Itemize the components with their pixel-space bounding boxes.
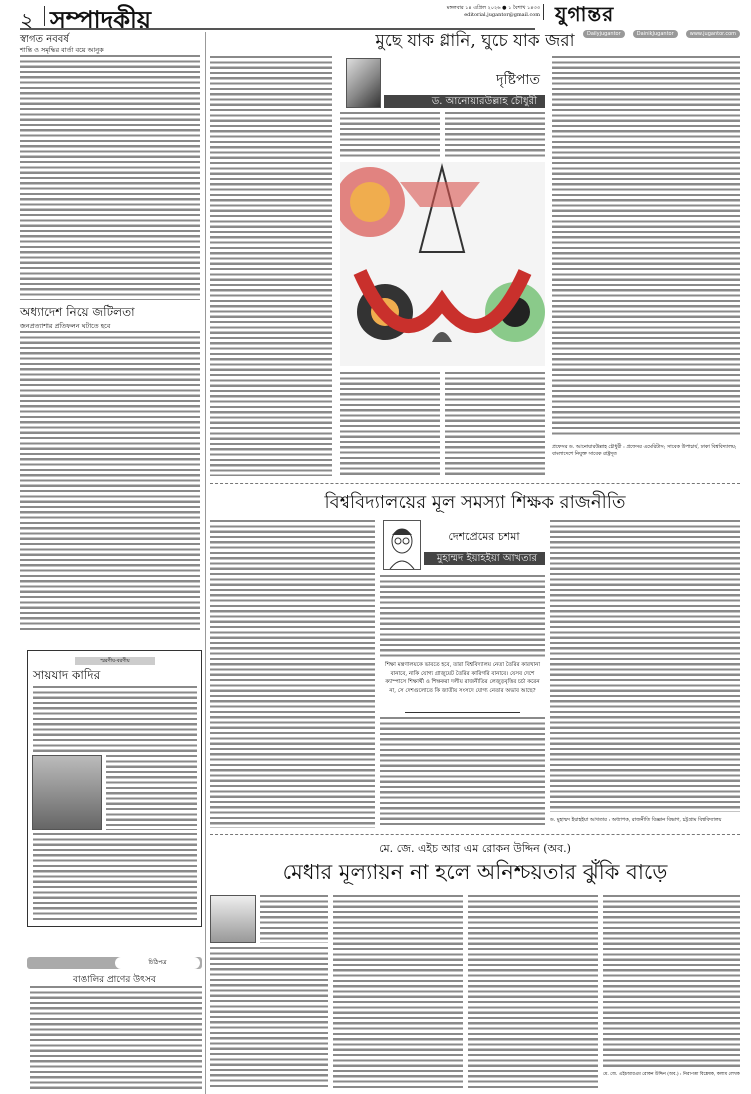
article2-pull-quote: শিক্ষা মন্ত্রণালয়কে ভাবতে হবে, তারা বিশ্ববিদ্যালয় নেতা তৈরির কারখানা বানাবে, নাকি যোগ্য গ্রাজুয়েট তৈরির কারিগরি বানাবে। যেসব দেশে ক্যাম্পাসে শিক্ষার্থী ও শিক্ষকরা দলীয় রাজনীতির লেজুড়বৃত্তির চর্চা করেন না, সে দেশগুলোতে কি জাতীয় সংসদে যোগ্য নেতার অভাব আছে? xyxy=(385,662,540,694)
twitter-link[interactable]: Dailyjugantor xyxy=(583,30,625,38)
section-divider-2 xyxy=(210,834,740,835)
article2-col2-lower xyxy=(380,717,545,828)
editorial1-subtitle: শান্তি ও সমৃদ্ধির বার্তা বয়ে আনুক xyxy=(20,46,104,54)
pull-quote-rule xyxy=(405,712,520,713)
logo: যুগান্তর xyxy=(555,2,615,26)
editorial2-title: অধ্যাদেশ নিয়ে জটিলতা xyxy=(20,305,135,319)
smaran-body-3 xyxy=(33,833,197,921)
smaran-body-2 xyxy=(106,755,197,830)
header-divider xyxy=(44,6,45,26)
letters-body xyxy=(30,986,202,1090)
article1-col1 xyxy=(210,56,332,476)
article3-author-note: মে. জে. এইচআরএম রোকন উদ্দিন (অব.) : নিরাপত্তা বিশ্লেষক, কলাম লেখক xyxy=(603,1072,740,1077)
article1-col2-lower xyxy=(340,372,440,476)
article1-col3-lower xyxy=(445,372,545,476)
article3-col1 xyxy=(260,895,328,943)
article3-col3 xyxy=(468,895,598,1090)
article2-author-note: ড. মুহাম্মদ ইয়াহইয়া আখতার : অধ্যাপক, রাজনীতি বিজ্ঞান বিভাগ, চট্টগ্রাম বিশ্ববিদ্যালয় xyxy=(550,817,722,823)
letters-label: চিঠিপত্র xyxy=(115,957,200,969)
editorial2-subtitle: জনপ্রত্যাশার প্রতিফলন ঘটাতে হবে xyxy=(20,322,111,330)
editorial1-title: স্বাগত নববর্ষ xyxy=(20,34,69,45)
article2-column-name: দেশপ্রেমের চশমা xyxy=(448,530,520,543)
facebook-link[interactable]: DainikJugantor xyxy=(633,30,678,38)
column-divider xyxy=(205,32,206,1094)
article2-col1 xyxy=(210,520,375,828)
article1-author: ড. আনোয়ারউল্লাহ চৌধুরী xyxy=(384,95,545,108)
article1-author-note: প্রফেসর ড. আনোয়ারউল্লাহ চৌধুরী : প্রফেসর এমেরিটাস; সাবেক উপাচার্য, ঢাকা বিশ্ববিদ্যালয়; বাংলাদেশে নিযুক্ত সাবেক রাষ্ট্রদূত xyxy=(552,444,737,457)
article2-col2 xyxy=(380,575,545,657)
cartoon-author-icon xyxy=(383,520,421,570)
logo-divider xyxy=(543,4,544,20)
smaran-label: স্মরণীয়-বরণীয় xyxy=(75,657,155,665)
article1-col4 xyxy=(552,56,740,436)
article1-column-name: দৃষ্টিপাত xyxy=(496,72,540,88)
article1-col2 xyxy=(340,112,440,158)
article3-col2 xyxy=(333,895,463,1090)
email[interactable]: editorial.jugantor@gmail.com xyxy=(464,12,540,18)
article3-headline: মেধার মূল্যায়ন না হলে অনিশ্চয়তার ঝুঁকি বাড়ে xyxy=(282,860,668,884)
editorial2-body xyxy=(20,331,200,631)
article1-headline: মুছে যাক গ্লানি, ঘুচে যাক জরা xyxy=(375,31,575,51)
article1-col3 xyxy=(445,112,545,158)
article2-author: মুহাম্মদ ইয়াহইয়া আখতার xyxy=(424,552,545,565)
website-link[interactable]: www.jugantor.com xyxy=(686,30,740,38)
section-title: সম্পাদকীয় xyxy=(50,5,152,34)
smaran-name: সায়যাদ কাদির xyxy=(33,668,101,682)
editorial1-body xyxy=(20,55,200,300)
page-number: ২ xyxy=(20,9,35,34)
section-divider xyxy=(210,483,740,484)
article2-headline: বিশ্ববিদ্যালয়ের মূল সমস্যা শিক্ষক রাজনীতি xyxy=(324,492,626,513)
smaran-body xyxy=(33,686,197,752)
article3-col1-lower xyxy=(210,947,328,1090)
article3-col4 xyxy=(603,895,740,1067)
smaran-photo xyxy=(32,755,102,830)
article3-author-photo xyxy=(210,895,256,943)
article3-byline: মে. জে. এইচ আর এম রোকন উদ্দিন (অব.) xyxy=(379,842,571,855)
alpona-art-icon xyxy=(340,162,545,366)
article2-col3 xyxy=(550,520,740,812)
pohela-boishakh-artwork xyxy=(340,162,545,366)
article1-author-photo xyxy=(346,58,381,108)
letters-title: বাঙালির প্রাণের উৎসব xyxy=(73,975,156,985)
date-line: মঙ্গলবার ১৪ এপ্রিল ২০২৬ ● ১ বৈশাখ ১৪৩৩ xyxy=(446,5,540,11)
